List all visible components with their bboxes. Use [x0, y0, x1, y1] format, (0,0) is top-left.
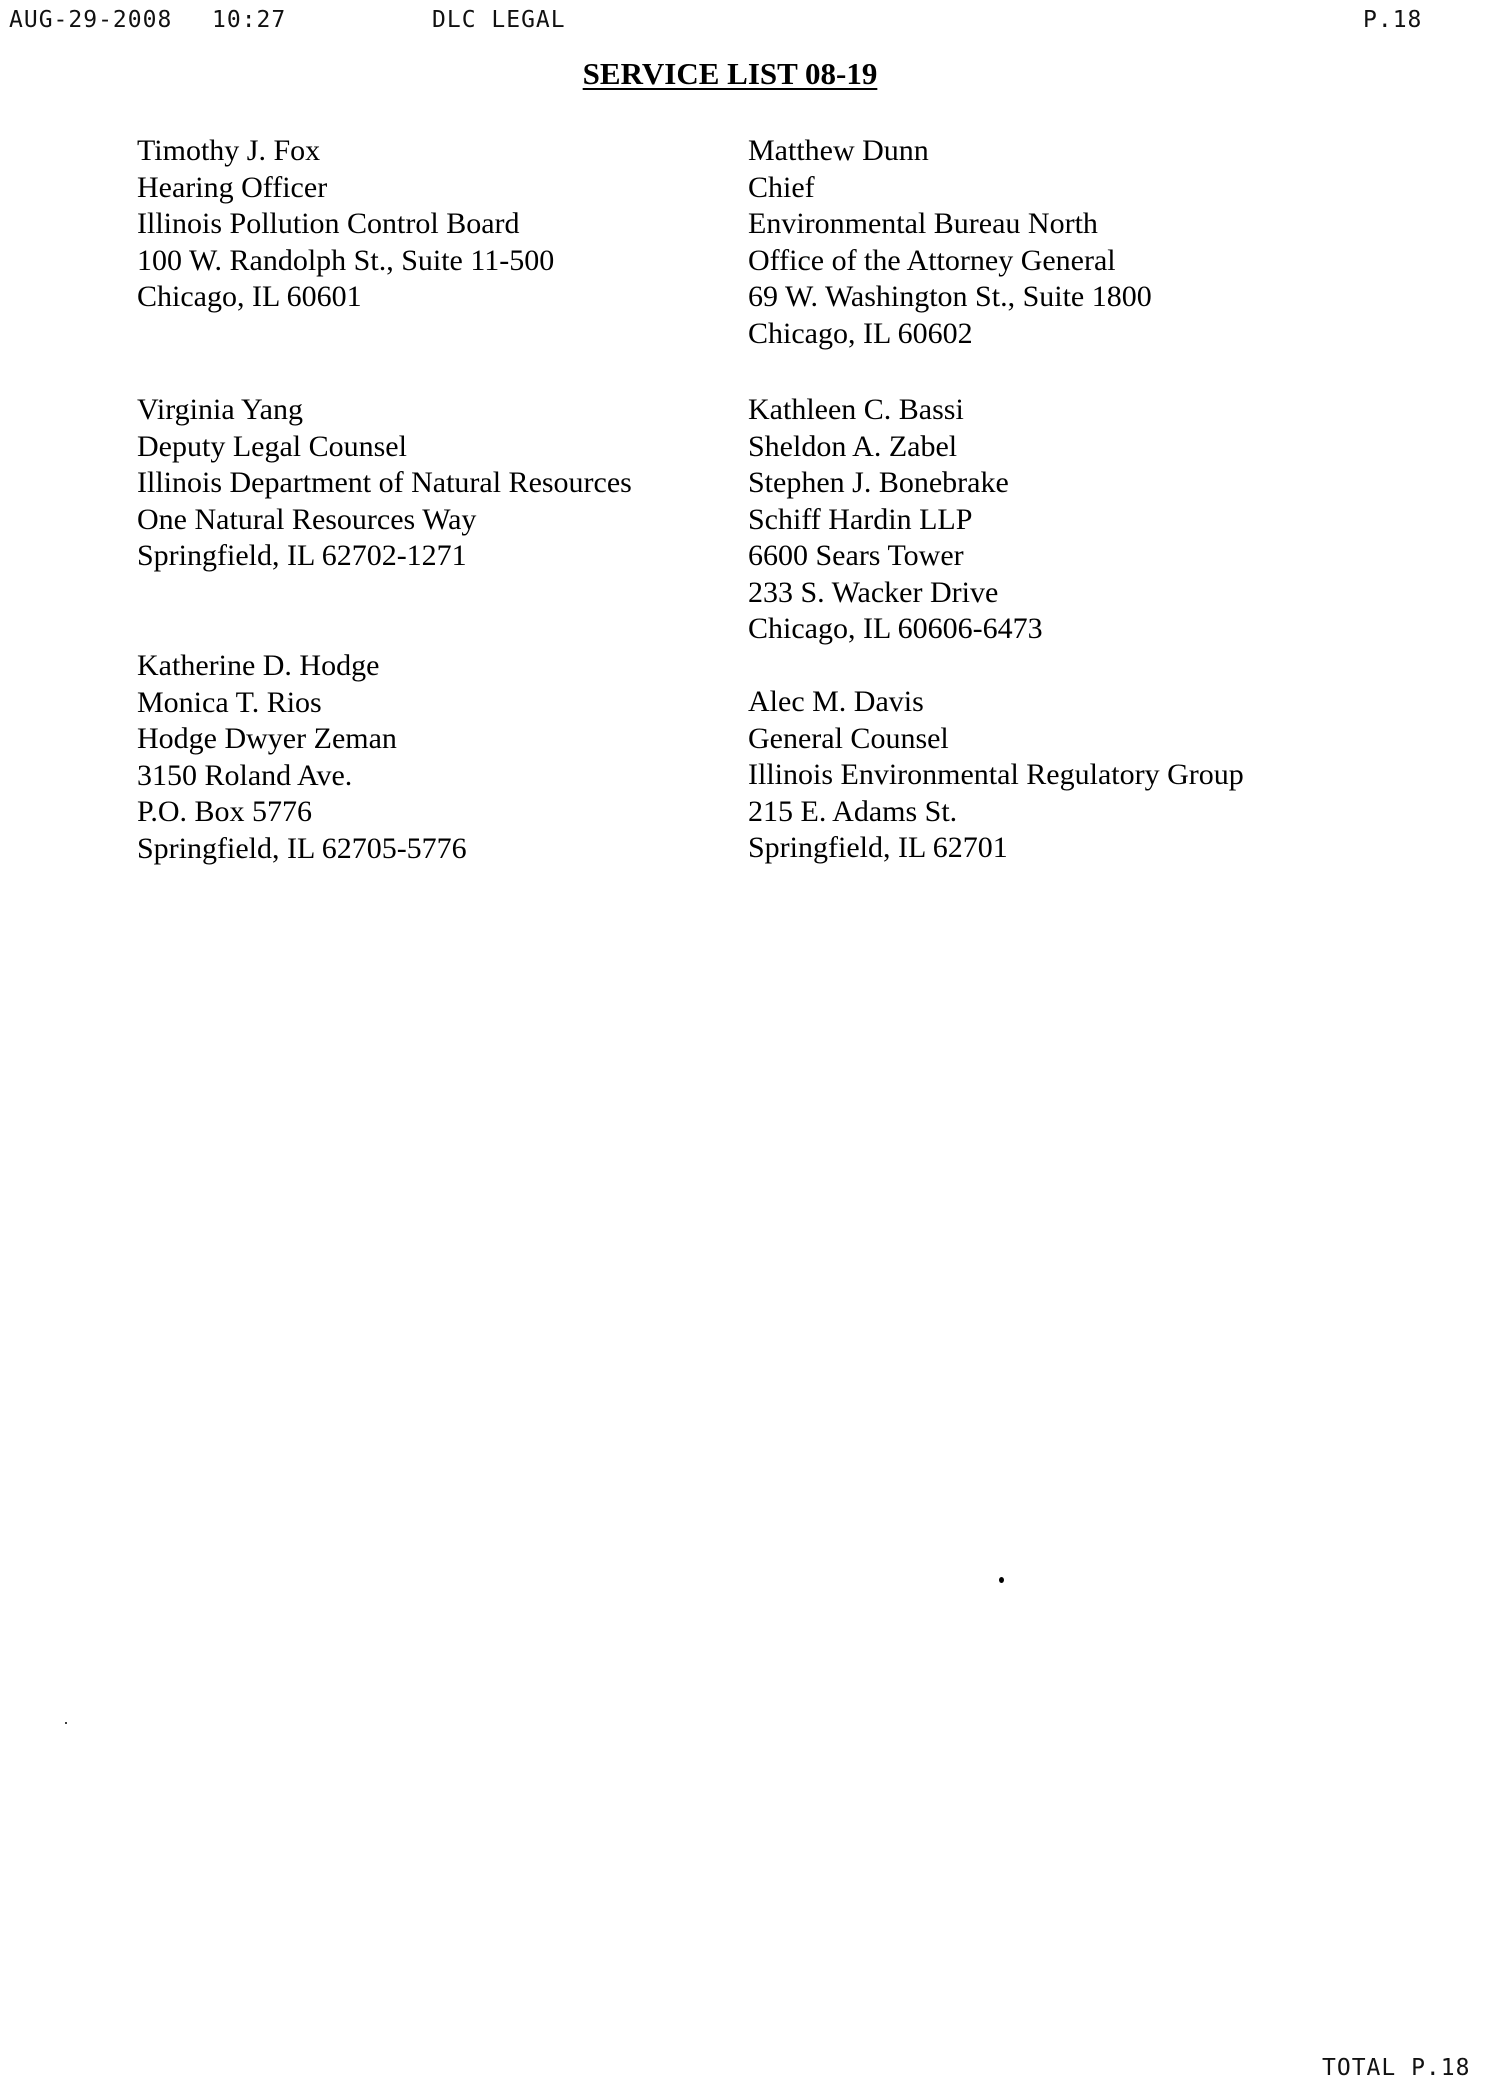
entry-line: Katherine D. Hodge: [137, 649, 380, 682]
entry-line: Springfield, IL 62702-1271: [137, 539, 467, 572]
entry-line: Illinois Department of Natural Resources: [137, 466, 632, 499]
entry-line: Chicago, IL 60601: [137, 280, 362, 313]
entry-line: Chief: [748, 170, 815, 204]
entry-line: Chicago, IL 60606-6473: [748, 612, 1043, 645]
page-title: SERVICE LIST 08-19: [582, 56, 878, 91]
service-entry: [748, 392, 1043, 648]
service-entry: [748, 133, 1152, 352]
entry-line: Hearing Officer: [137, 170, 328, 204]
entry-line: Kathleen C. Bassi: [748, 393, 964, 426]
entry-line: P.O. Box 5776: [137, 795, 313, 828]
entry-line: Schiff Hardin LLP: [748, 502, 973, 536]
entry-line: Springfield, IL 62701: [748, 831, 1008, 864]
entry-line: Illinois Environmental Regulatory Group: [748, 758, 1244, 791]
service-entry: [137, 392, 632, 575]
entry-line: 69 W. Washington St., Suite 1800: [748, 280, 1152, 313]
service-entry: [137, 648, 467, 867]
entry-line: Matthew Dunn: [748, 134, 929, 167]
entry-line: Stephen J. Bonebrake: [748, 466, 1009, 499]
entry-line: Chicago, IL 60602: [748, 316, 973, 350]
entry-line: Timothy J. Fox: [137, 134, 321, 167]
fax-header-date: AUG-29-2008: [9, 7, 173, 33]
entry-line: Springfield, IL 62705-5776: [137, 831, 467, 865]
entry-line: 233 S. Wacker Drive: [748, 575, 999, 609]
entry-line: Monica T. Rios: [137, 685, 322, 719]
entry-line: Sheldon A. Zabel: [748, 429, 958, 463]
entry-line: 6600 Sears Tower: [748, 539, 964, 572]
fax-footer-total: TOTAL P.18: [1322, 2055, 1471, 2081]
entry-line: One Natural Resources Way: [137, 502, 477, 536]
scan-speck: [999, 1577, 1004, 1583]
fax-header-page: P.18: [1363, 7, 1423, 33]
entry-line: 3150 Roland Ave.: [137, 758, 353, 792]
entry-line: Office of the Attorney General: [748, 243, 1116, 277]
fax-header-sender: DLC LEGAL: [432, 7, 566, 33]
entry-line: 100 W. Randolph St., Suite 11-500: [137, 243, 555, 277]
entry-line: General Counsel: [748, 721, 949, 755]
fax-header-time: 10:27: [212, 7, 287, 33]
entry-line: Hodge Dwyer Zeman: [137, 722, 397, 755]
entry-line: Alec M. Davis: [748, 685, 924, 718]
scan-speck: [65, 1722, 67, 1724]
entry-line: Deputy Legal Counsel: [137, 429, 407, 463]
entry-line: Virginia Yang: [137, 393, 303, 426]
entry-line: Illinois Pollution Control Board: [137, 207, 520, 240]
service-entry: [748, 684, 1244, 867]
entry-line: 215 E. Adams St.: [748, 794, 958, 828]
service-entry: [137, 133, 554, 316]
entry-line: Environmental Bureau North: [748, 207, 1098, 240]
